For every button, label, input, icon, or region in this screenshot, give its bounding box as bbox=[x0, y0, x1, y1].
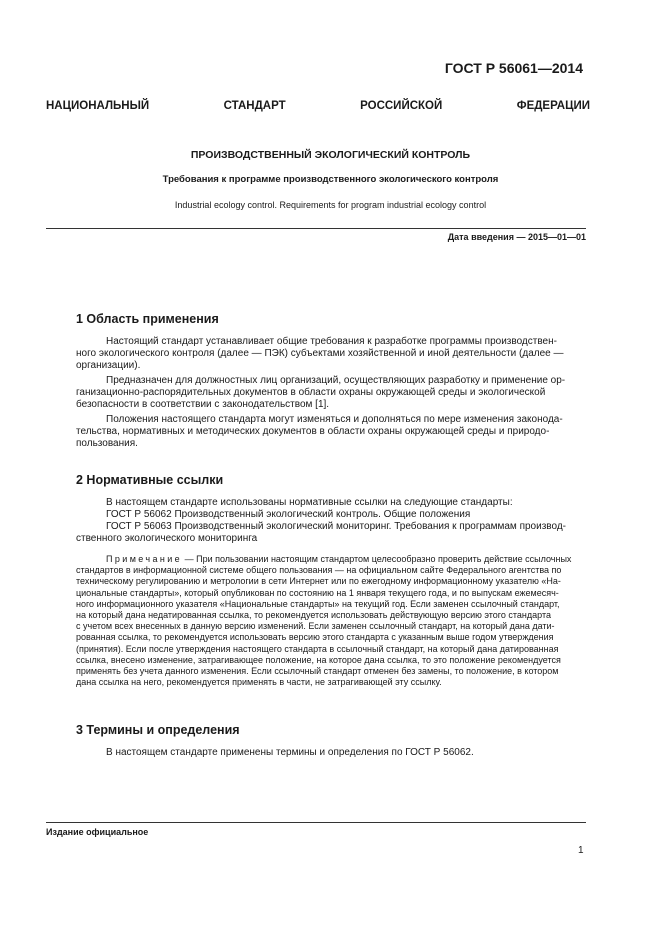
document-title: ПРОИЗВОДСТВЕННЫЙ ЭКОЛОГИЧЕСКИЙ КОНТРОЛЬ bbox=[190, 149, 471, 161]
text-line: с учетом всех внесенных в данную версию изменений. Если заменен ссылочный стандарт, на который дана дати- bbox=[76, 621, 555, 632]
normative-refs-note bbox=[76, 554, 585, 688]
text-line: ного экологического контроля (далее — ПЭК) субъектами хозяйственной и иной деятельности (далее — bbox=[76, 348, 564, 359]
section-1-paragraph-2 bbox=[76, 375, 585, 411]
text-line: техническому регулированию и метрологии в сети Интернет или по ежегодному информационному указателю «На- bbox=[76, 576, 561, 587]
normative-refs-intro bbox=[76, 497, 585, 509]
text-line: тельства, нормативных и методических документов в области охраны окружающей среды и природо- bbox=[76, 426, 550, 437]
section-2-heading: 2 Нормативные ссылки bbox=[76, 473, 224, 487]
section-3-heading: 3 Термины и определения bbox=[76, 723, 240, 737]
text-line: организации). bbox=[76, 360, 141, 371]
edition-label: Издание официальное bbox=[46, 827, 149, 837]
document-id: ГОСТ Р 56061—2014 bbox=[444, 60, 583, 76]
text-line: ссылка, внесено изменение, затрагивающее положение, на которое дана ссылка, то это положение рекомендуется bbox=[76, 654, 561, 665]
text-line: ственного экологического мониторинга bbox=[76, 533, 258, 544]
text-line: Предназначен для должностных лиц организаций, осуществляющих разработку и применение ор- bbox=[106, 375, 566, 386]
document-subtitle: Требования к программе производственного экологического контроля bbox=[162, 174, 499, 185]
normative-ref-1 bbox=[76, 509, 585, 521]
english-title: Industrial ecology control. Requirements for program industrial ecology control bbox=[174, 200, 487, 210]
text-line: дана ссылка на него, рекомендуется применять в части, не затрагивающей эту ссылку. bbox=[76, 677, 442, 688]
text-line: ГОСТ Р 56062 Производственный экологический контроль. Общие положения bbox=[106, 509, 471, 520]
introduction-date: Дата введения — 2015—01—01 bbox=[46, 228, 586, 242]
note-label: Примечание bbox=[106, 554, 183, 564]
section-3-body bbox=[76, 747, 585, 759]
normative-ref-2 bbox=[76, 521, 585, 545]
section-2-body bbox=[76, 497, 585, 545]
text-line: В настоящем стандарте использованы нормативные ссылки на следующие стандарты: bbox=[106, 497, 513, 508]
national-standard-heading: НАЦИОНАЛЬНЫЙ СТАНДАРТ РОССИЙСКОЙ ФЕДЕРАЦИИ bbox=[46, 100, 590, 112]
text-line: ганизационно-распорядительных документов в области охраны окружающей среды и экологической bbox=[76, 387, 546, 398]
text-line: Настоящий стандарт устанавливает общие требования к разработке программы производствен- bbox=[106, 336, 557, 347]
text-line: (принятия). Если после утверждения настоящего стандарта в ссылочный стандарт, на который дана датированная bbox=[76, 643, 559, 654]
section-1-paragraph-3 bbox=[76, 414, 585, 450]
text-line: ГОСТ Р 56063 Производственный экологический мониторинг. Требования к программам производ- bbox=[106, 521, 566, 532]
text-line: на который дана недатированная ссылка, то рекомендуется использовать действующую версию этого стандарта bbox=[76, 610, 551, 621]
text-line: циональные стандарты», который опубликован по состоянию на 1 января текущего года, и по выпускам ежемесяч- bbox=[76, 587, 559, 598]
text-line: ного информационного указателя «Национальные стандарты» на текущий год. Если заменен ссылочный стандарт, bbox=[76, 598, 560, 609]
footer-divider bbox=[46, 822, 586, 823]
text-line: рованная ссылка, то рекомендуется использовать версию этого стандарта с указанным выше годом утверждения bbox=[76, 632, 554, 643]
text-line: стандартов в информационной системе общего пользования — на официальном сайте Федерального агентства по bbox=[76, 565, 562, 576]
section-1-heading: 1 Область применения bbox=[76, 312, 219, 326]
text-line: В настоящем стандарте применены термины и определения по ГОСТ Р 56062. bbox=[106, 747, 474, 758]
text-line: безопасности в соответствии с законодательством [1]. bbox=[76, 399, 330, 410]
text-line: — При пользовании настоящим стандартом целесообразно проверить действие ссылочных bbox=[182, 554, 572, 564]
text-line: применять без учета данного изменения. Если ссылочный стандарт отменен без замены, то положение, в котором bbox=[76, 666, 559, 677]
page-number: 1 bbox=[578, 845, 584, 856]
text-line: пользования. bbox=[76, 438, 138, 449]
section-1-body bbox=[76, 336, 585, 450]
section-1-paragraph-1 bbox=[76, 336, 585, 372]
text-line: Положения настоящего стандарта могут изменяться и дополняться по мере изменения законода- bbox=[106, 414, 563, 425]
note-first-line bbox=[76, 554, 585, 565]
